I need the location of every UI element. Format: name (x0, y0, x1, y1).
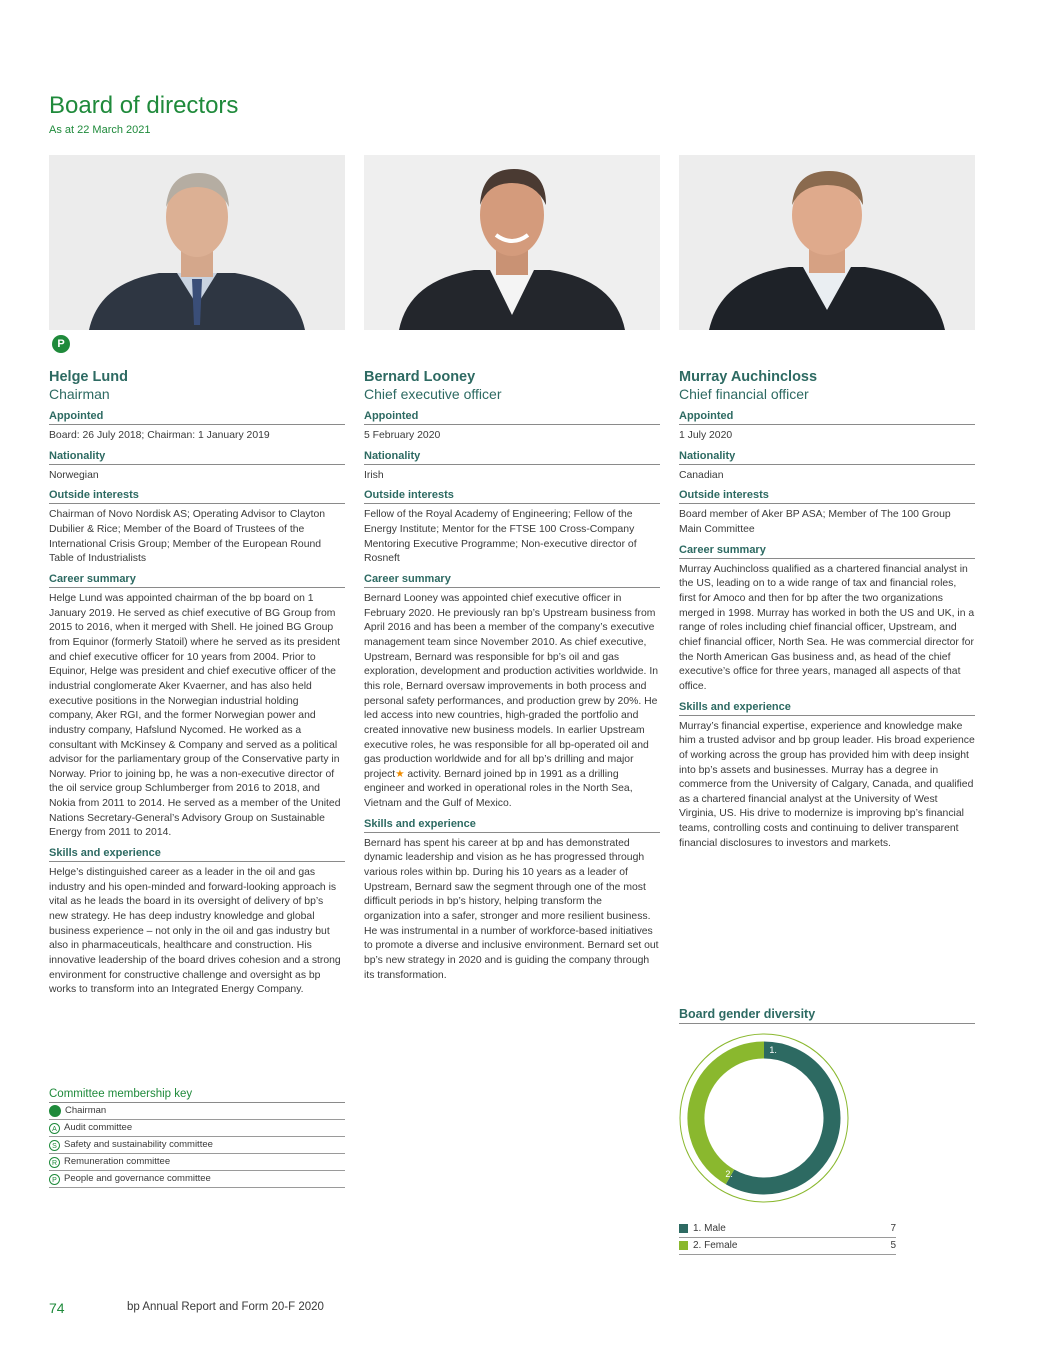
appointed-heading: Appointed (679, 410, 975, 425)
career-summary-text: Helge Lund was appointed chairman of the bp board on 1 January 2019. He served as chief executive of BG Group from 2015 to 2016, when it merged with Shell. He joined BG Group from Equinor (formerly Statoil) where he served as its president and chief executive officer for 10 years from 2004. Prior to Equinor, Helge was president and chief executive officer of the industrial conglomerate Aker Kvaerner, and has also held executive positions in the Norwegian industrial holding company, Aker RGI, and the former Norwegian power and industry company, Hafslund Nycomed. He worked as a consultant with McKinsey & Company and served as a political advisor for the parliamentary group of the Conservative party in Norway. Prior to joining bp, he was a non-executive director of the oil service group Schlumberger from 2016 to 2018, and Nokia from 2011 to 2014. He served as a member of the United Nations Secretary-General’s Advisory Group on Sustainable Energy from 2011 to 2014. (49, 592, 341, 839)
page-title: Board of directors (49, 92, 239, 119)
career-summary-text: Murray Auchincloss qualified as a chartered financial analyst in the US, leading on to a wide range of tax and financial roles, first for Amoco and then for bp after the two organizations merged in 1998. Murray has worked in both the US and UK, in a range of roles including chief financial officer, Upstream, and chief financial officer, North Sea. He was commercial director for the North American Gas business and, as head of the chief executive’s office for three years, managed all aspects of that office. (679, 563, 975, 692)
outside-interests-text: Board member of Aker BP ASA; Member of The 100 Group Main Committee (679, 509, 951, 535)
people-governance-icon: P (49, 1174, 60, 1185)
key-row-remuneration (49, 1154, 345, 1171)
director-role: Chairman (49, 386, 110, 402)
skills-text: Helge’s distinguished career as a leader in the oil and gas industry and his open-minded and forward-looking approach is vital as he leads the board in its oversight of delivery of bp’s new strategy. He has deep industry knowledge and global business experience – not only in the oil and gas industry but also in pharmaceuticals, healthcare and construction. His innovative leadership of the board drives cohesion and a strong environment for constructive challenge and oversight as bp works to transform into an Integrated Energy Company. (49, 867, 341, 996)
key-label: Chairman (65, 1105, 107, 1116)
director-name: Helge Lund (49, 369, 128, 385)
legend-row-female (679, 1238, 896, 1255)
director-name: Murray Auchincloss (679, 369, 818, 385)
career-text-part-b: activity. Bernard joined bp in 1991 as a drilling engineer and worked in operational roles in the North Sea, Vietnam and the Gulf of Mexico. (364, 768, 633, 810)
slice-label-2: 2. (725, 1168, 733, 1179)
donut-outline (680, 1034, 848, 1202)
appointed-heading: Appointed (364, 410, 660, 425)
female-swatch (679, 1241, 688, 1250)
career-summary-text (364, 592, 660, 812)
star-icon: ★ (395, 768, 405, 780)
page-subtitle: As at 22 March 2021 (49, 124, 151, 136)
portrait-helge-lund (49, 155, 345, 330)
director-name: Bernard Looney (364, 369, 476, 385)
footer-text: bp Annual Report and Form 20-F 2020 (127, 1301, 324, 1313)
appointed-value: 5 February 2020 (364, 430, 441, 441)
nationality-heading: Nationality (364, 450, 660, 465)
male-swatch (679, 1224, 688, 1233)
appointed-value: 1 July 2020 (679, 430, 733, 441)
skills-text: Bernard has spent his career at bp and has demonstrated dynamic leadership and vision as he has progressed through various roles within bp. During his 10 years as a leader of Upstream, Bernard saw the segment through one of the most difficult periods in bp’s history, helping transform the organization into a safer, stronger and more resilient business. He was instrumental in a number of workforce-based initiatives to promote a diverse and inclusive environment. Bernard set out bp’s new strategy in 2020 and is guiding the company through its transformation. (364, 837, 659, 981)
key-label: Audit committee (64, 1122, 133, 1133)
chart-title: Board gender diversity (679, 1007, 975, 1024)
nationality-heading: Nationality (679, 450, 975, 465)
page-number: 74 (49, 1300, 65, 1316)
nationality-value: Norwegian (49, 469, 99, 481)
key-label: People and governance committee (64, 1173, 211, 1184)
skills-heading: Skills and experience (364, 818, 660, 833)
nationality-value: Canadian (679, 469, 724, 481)
career-summary-heading: Career summary (679, 544, 975, 559)
skills-heading: Skills and experience (679, 701, 975, 716)
outside-interests-heading: Outside interests (364, 489, 660, 504)
key-row-chairman (49, 1103, 345, 1120)
skills-heading: Skills and experience (49, 847, 345, 862)
slice-label-1: 1. (769, 1045, 777, 1056)
outside-interests-text: Fellow of the Royal Academy of Engineering; Fellow of the Energy Institute; Mentor for the FTSE 100 Cross-Company Mentoring Executive Programme; Non-executive director of Rosneft (364, 509, 637, 565)
director-role: Chief executive officer (364, 386, 502, 402)
chairman-icon (49, 1105, 61, 1117)
legend-row-male (679, 1221, 896, 1238)
director-murray-auchincloss (679, 369, 975, 857)
legend-label: 2. Female (693, 1240, 738, 1251)
career-text-part-a: Bernard Looney was appointed chief executive officer in February 2020. He previously ran bp’s Upstream business from April 2016 and has been a member of the company’s executive management team since November 2010. As chief executive, Upstream, Bernard was responsible for bp’s oil and gas exploration, development and production activities worldwide. In this role, Bernard oversaw improvements in both process and personal safety performances, and production grew by 20%. He led access into new countries, high-graded the portfolio and created innovative new business models. In earlier Upstream executive roles, he was responsible for all bp-operated oil and gas production worldwide and for all bp’s drilling and major project (364, 592, 658, 780)
board-gender-diversity (679, 1007, 975, 1024)
appointed-value: Board: 26 July 2018; Chairman: 1 January 2019 (49, 430, 270, 441)
legend-value: 5 (890, 1240, 896, 1251)
legend-value: 7 (890, 1223, 896, 1234)
committee-membership-key (49, 1088, 345, 1188)
committee-key-title: Committee membership key (49, 1088, 345, 1103)
key-label: Remuneration committee (64, 1156, 171, 1167)
donut-slice-2 (696, 1050, 764, 1177)
donut-slice-1 (730, 1050, 832, 1186)
key-label: Safety and sustainability committee (64, 1139, 213, 1150)
chart-legend (679, 1221, 896, 1255)
remuneration-committee-icon: R (49, 1157, 60, 1168)
nationality-value: Irish (364, 469, 384, 481)
key-row-audit (49, 1120, 345, 1137)
outside-interests-text: Chairman of Novo Nordisk AS; Operating Advisor to Clayton Dubilier & Rice; Member of the Board of Trustees of the International Crisis Group; Member of the European Round Table of Industrialists (49, 509, 326, 565)
career-summary-heading: Career summary (49, 573, 345, 588)
audit-committee-icon: A (49, 1123, 60, 1134)
outside-interests-heading: Outside interests (49, 489, 345, 504)
director-role: Chief financial officer (679, 386, 809, 402)
director-helge-lund (49, 369, 345, 1004)
career-summary-heading: Career summary (364, 573, 660, 588)
outside-interests-heading: Outside interests (679, 489, 975, 504)
key-row-safety (49, 1137, 345, 1154)
nationality-heading: Nationality (49, 450, 345, 465)
legend-label: 1. Male (693, 1223, 726, 1234)
safety-committee-icon: S (49, 1140, 60, 1151)
people-governance-badge: P (52, 335, 70, 353)
gender-donut-chart (679, 1033, 849, 1203)
key-row-people (49, 1171, 345, 1188)
appointed-heading: Appointed (49, 410, 345, 425)
portrait-murray-auchincloss (679, 155, 975, 330)
skills-text: Murray’s financial expertise, experience and knowledge make him a trusted advisor and bp group leader. His broad experience of working across the group has provided him with deep insight into bp’s assets and businesses. Murray has a degree in commerce from the University of Calgary, Canada, and qualified as a chartered financial analyst at the University of West Virginia, US. His drive to modernize is improving bp’s financial teams, controlling costs and continuing to deliver transparent financial disclosures to investors and markets. (679, 720, 975, 849)
portrait-bernard-looney (364, 155, 660, 330)
director-bernard-looney (364, 369, 660, 989)
